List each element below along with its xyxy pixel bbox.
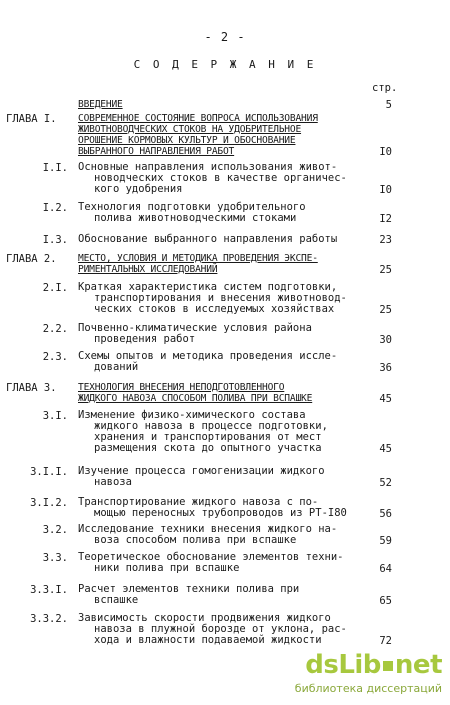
toc-entry-number: I.I. bbox=[42, 162, 68, 174]
toc-entry-title-line: Основные направления использования живот- bbox=[78, 161, 338, 173]
toc-entry-title-line: ТЕХНОЛОГИЯ ВНЕСЕНИЯ НЕПОДГОТОВЛЕННОГО bbox=[78, 382, 285, 393]
toc-entry-page: 72 bbox=[379, 635, 392, 647]
toc-entry-number: I.2. bbox=[42, 202, 68, 214]
page-column-label: стр. bbox=[372, 82, 398, 94]
toc-entry-title bbox=[78, 234, 363, 245]
dslib-logo bbox=[305, 650, 442, 680]
toc-entry-number: 3.2. bbox=[42, 524, 68, 536]
toc-entry-title-line: Теоретическое обоснование элементов техни- bbox=[78, 551, 344, 563]
toc-entry-title-line: новодческих стоков в качестве органичес- bbox=[94, 172, 347, 184]
toc-entry-title bbox=[78, 162, 363, 195]
toc-entry-title-line: ОРОШЕНИЕ КОРМОВЫХ КУЛЬТУР И ОБОСНОВАНИЕ bbox=[78, 135, 296, 146]
toc-entry-title-line: Зависимость скорости продвижения жидкого bbox=[78, 612, 331, 624]
toc-entry-number: ГЛАВА 3. bbox=[6, 382, 57, 394]
toc-entry-number: 2.I. bbox=[42, 282, 68, 294]
toc-entry-title-line: навоза bbox=[94, 476, 132, 488]
toc-entry-page: 56 bbox=[379, 508, 392, 520]
toc-entry-page: 64 bbox=[379, 563, 392, 575]
toc-entry-page: 30 bbox=[379, 334, 392, 346]
toc-entry-title-line: дований bbox=[94, 361, 139, 373]
toc-entry-number: ГЛАВА 2. bbox=[6, 253, 57, 265]
dslib-watermark bbox=[262, 650, 442, 698]
toc-entry-page: 23 bbox=[379, 234, 392, 246]
toc-entry-title bbox=[78, 382, 363, 404]
logo-text-left: dsLib bbox=[305, 650, 381, 680]
toc-entry-number: 3.3. bbox=[42, 552, 68, 564]
toc-entry-title-line: полива животноводческими стоками bbox=[94, 212, 297, 224]
toc-entry-title bbox=[78, 282, 363, 315]
toc-entry-title-line: мощью переносных трубопроводов из РТ-I80 bbox=[94, 507, 347, 519]
toc-entry-title bbox=[78, 497, 363, 519]
toc-entry-title-line: Изучение процесса гомогенизации жидкого bbox=[78, 465, 325, 477]
toc-entry-number: 2.3. bbox=[42, 351, 68, 363]
toc-entry-page: 45 bbox=[379, 443, 392, 455]
toc-entry-title bbox=[78, 323, 363, 345]
page-number: - 2 - bbox=[204, 30, 246, 44]
toc-entry-title-line: Почвенно-климатические условия района bbox=[78, 322, 312, 334]
toc-entry-title-line: транспортирования и внесения животновод- bbox=[94, 292, 347, 304]
toc-entry-title-line: Обоснование выбранного направления работы bbox=[78, 233, 338, 245]
toc-entry-title bbox=[78, 99, 363, 110]
toc-entry-title-line: навоза в плужной борозде от уклона, рас- bbox=[94, 623, 347, 635]
toc-entry-page: I0 bbox=[379, 146, 392, 158]
toc-entry-title bbox=[78, 524, 363, 546]
toc-entry-title-line: МЕСТО, УСЛОВИЯ И МЕТОДИКА ПРОВЕДЕНИЯ ЭКСПЕ- bbox=[78, 253, 318, 264]
toc-entry-page: 25 bbox=[379, 264, 392, 276]
toc-entry-title bbox=[78, 202, 363, 224]
toc-entry-number: 3.3.I. bbox=[30, 584, 68, 596]
toc-entry-title bbox=[78, 613, 363, 646]
toc-entry-title-line: ники полива при вспашке bbox=[94, 562, 240, 574]
toc-entry-number: 2.2. bbox=[42, 323, 68, 335]
toc-entry-title bbox=[78, 113, 363, 157]
toc-entry-title bbox=[78, 253, 363, 275]
toc-entry-title-line: Краткая характеристика систем подготовки, bbox=[78, 281, 338, 293]
toc-entry-page: 52 bbox=[379, 477, 392, 489]
toc-entry-number: I.3. bbox=[42, 234, 68, 246]
toc-entry-title-line: ЖИДКОГО НАВОЗА СПОСОБОМ ПОЛИВА ПРИ ВСПАШКЕ bbox=[78, 393, 313, 404]
toc-entry-title-line: хода и влажности подаваемой жидкости bbox=[94, 634, 322, 646]
toc-entry-title-line: Изменение физико-химического состава bbox=[78, 409, 306, 421]
toc-entry-title-line: Исследование техники внесения жидкого на- bbox=[78, 523, 338, 535]
toc-entry-number: 3.I. bbox=[42, 410, 68, 422]
toc-entry-title-line: Расчет элементов техники полива при bbox=[78, 583, 300, 595]
toc-entry-title-line: размещения скота до опытного участка bbox=[94, 442, 322, 454]
toc-entry-title-line: Технология подготовки удобрительного bbox=[78, 201, 306, 213]
toc-entry-title-line: проведения работ bbox=[94, 333, 196, 345]
toc-entry-title-line: Транспортирование жидкого навоза с по- bbox=[78, 496, 319, 508]
toc-entry-title-line: хранения и транспортирования от мест bbox=[94, 431, 322, 443]
toc-entry-title-line: ЖИВОТНОВОДЧЕСКИХ СТОКОВ НА УДОБРИТЕЛЬНОЕ bbox=[78, 124, 302, 135]
toc-entry-title bbox=[78, 466, 363, 488]
toc-entry-number: 3.I.2. bbox=[30, 497, 68, 509]
toc-entry-title bbox=[78, 584, 363, 606]
toc-entry-title-line: Схемы опытов и методика проведения иссле- bbox=[78, 350, 338, 362]
toc-entry-title-line: ВЫБРАННОГО НАПРАВЛЕНИЯ РАБОТ bbox=[78, 146, 235, 157]
toc-entry-number: 3.3.2. bbox=[30, 613, 68, 625]
logo-text-right: net bbox=[394, 650, 442, 680]
dslib-subtitle: библиотека диссертаций bbox=[294, 682, 442, 695]
toc-entry-page: 36 bbox=[379, 362, 392, 374]
toc-entry-title-line: воза способом полива при вспашке bbox=[94, 534, 297, 546]
toc-heading: С О Д Е Р Ж А Н И Е bbox=[133, 58, 317, 71]
toc-entry-page: 5 bbox=[385, 99, 392, 111]
toc-entry-page: I2 bbox=[379, 213, 392, 225]
toc-entry-title bbox=[78, 410, 363, 454]
toc-entry-title-line: кого удобрения bbox=[94, 183, 183, 195]
logo-dot-icon bbox=[383, 661, 393, 671]
toc-entry-title-line: жидкого навоза в процессе подготовки, bbox=[94, 420, 328, 432]
toc-entry-title-line: вспашке bbox=[94, 594, 139, 606]
toc-entry-title-line: СОВРЕМЕННОЕ СОСТОЯНИЕ ВОПРОСА ИСПОЛЬЗОВАНИЯ bbox=[78, 113, 318, 124]
toc-entry-title-line: РИМЕНТАЛЬНЫХ ИССЛЕДОВАНИЙ bbox=[78, 264, 218, 275]
toc-entry-title-line: ческих стоков в исследуемых хозяйствах bbox=[94, 303, 335, 315]
toc-entry-page: 25 bbox=[379, 304, 392, 316]
toc-entry-number: 3.I.I. bbox=[30, 466, 68, 478]
toc-entry-title-line: ВВЕДЕНИЕ bbox=[78, 99, 123, 110]
toc-entry-page: 65 bbox=[379, 595, 392, 607]
toc-entry-page: 45 bbox=[379, 393, 392, 405]
toc-entry-page: I0 bbox=[379, 184, 392, 196]
toc-entry-number: ГЛАВА I. bbox=[6, 113, 57, 125]
toc-entry-title bbox=[78, 351, 363, 373]
toc-entry-title bbox=[78, 552, 363, 574]
toc-entry-page: 59 bbox=[379, 535, 392, 547]
